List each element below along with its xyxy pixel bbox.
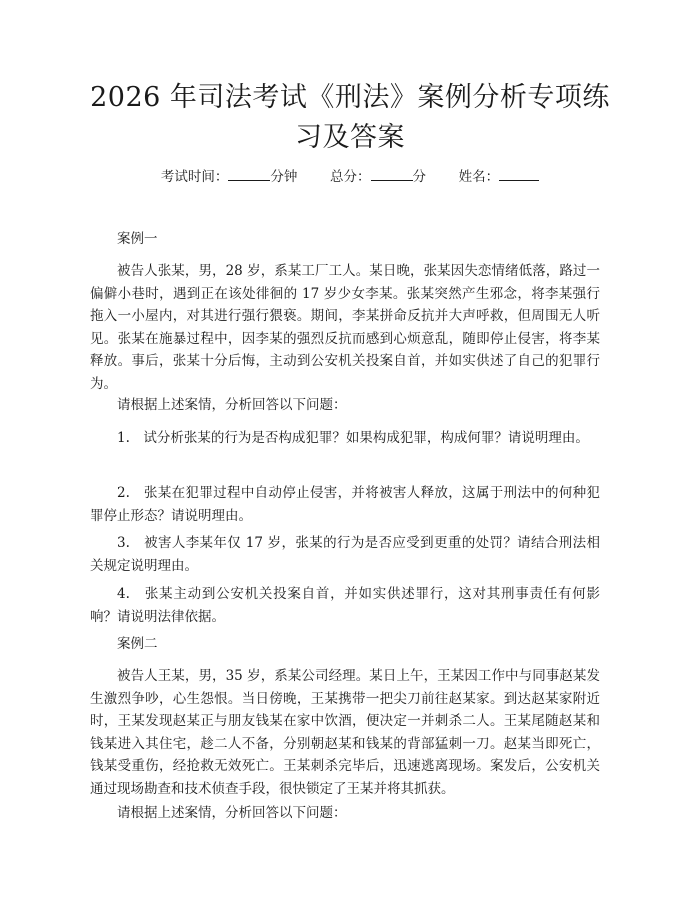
name-label: 姓名： <box>458 169 500 185</box>
exam-time-label: 考试时间： <box>160 169 229 185</box>
case1-question-4: 4. 张某主动到公安机关投案自首，并如实供述罪行，这对其刑事责任有何影响？请说明法律依据。 <box>90 586 600 625</box>
total-score-blank <box>371 168 413 181</box>
case1-question-2: 2. 张某在犯罪过程中自动停止侵害，并将被害人释放，这属于刑法中的何种犯罪停止形态？请说明理由。 <box>90 485 600 524</box>
exam-time-unit: 分钟 <box>270 169 298 185</box>
total-score-unit: 分 <box>412 169 426 185</box>
case1-narrative: 被告人张某，男，28 岁，系某工厂工人。某日晚，张某因失恋情绪低落，路过一偏僻小巷时，遇到正在该处徘徊的 17 岁少女李某。张某突然产生邪念，将李某强行拖入一小屋内，对其进行强行猥亵。期间，李某拼命反抗并大声呼救，但周围无人听见。张某在施暴过程中，因李某的强烈反抗而感到心烦意乱，随即停止侵害，将李某释放。事后，张某十分后悔，主动到公安机关投案自首，并如实供述了自己的犯罪行为。 <box>90 263 600 392</box>
case2-heading: 案例二 <box>117 636 158 652</box>
case2-prompt: 请根据上述案情，分析回答以下问题： <box>117 805 347 821</box>
case1-question-1: 1. 试分析张某的行为是否构成犯罪？如果构成犯罪，构成何罪？请说明理由。 <box>117 430 589 446</box>
document-title: 2026 年司法考试《刑法》案例分析专项练习及答案 <box>90 82 610 153</box>
name-blank <box>499 168 539 181</box>
case1-prompt: 请根据上述案情，分析回答以下问题： <box>117 397 347 413</box>
exam-info-line <box>0 167 700 187</box>
exam-time-blank <box>228 168 270 181</box>
total-score-label: 总分： <box>330 169 371 185</box>
case1-question-3: 3. 被害人李某年仅 17 岁，张某的行为是否应受到更重的处罚？请结合刑法相关规定说明理由。 <box>90 535 600 574</box>
case1-heading: 案例一 <box>117 231 158 247</box>
case2-narrative: 被告人王某，男，35 岁，系某公司经理。某日上午，王某因工作中与同事赵某发生激烈争吵，心生怨恨。当日傍晚，王某携带一把尖刀前往赵某家。到达赵某家附近时，王某发现赵某正与朋友钱某在家中饮酒，便决定一并刺杀二人。王某尾随赵某和钱某进入其住宅，趁二人不备，分别朝赵某和钱某的背部猛刺一刀。赵某当即死亡，钱某受重伤，经抢救无效死亡。王某刺杀完毕后，迅速逃离现场。案发后，公安机关通过现场勘查和技术侦查手段，很快锁定了王某并将其抓获。 <box>90 668 600 797</box>
